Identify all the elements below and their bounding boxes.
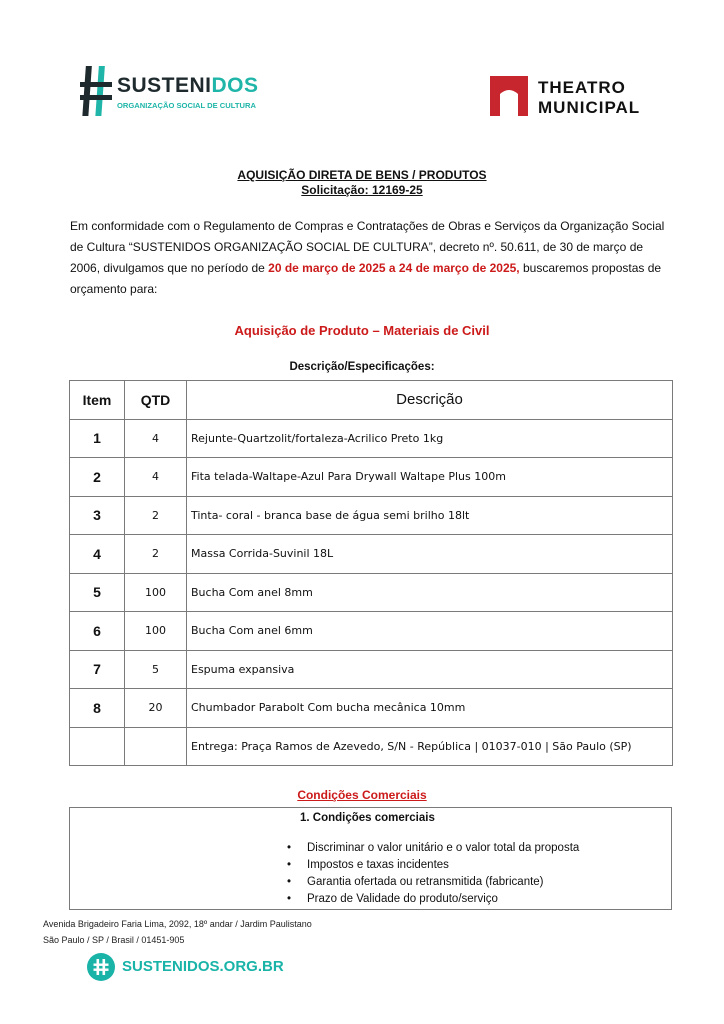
delivery-empty-cell <box>125 727 187 766</box>
row-desc: Rejunte-Quartzolit/fortaleza-Acrilico Preto 1kg <box>187 419 673 458</box>
row-qtd: 2 <box>125 496 187 535</box>
conditions-list <box>287 840 579 908</box>
list-item: • Impostos e taxas incidentes <box>287 857 579 874</box>
row-desc: Tinta- coral - branca base de água semi brilho 18lt <box>187 496 673 535</box>
spec-title: Descrição/Especificações: <box>289 361 435 373</box>
table-row <box>70 535 673 574</box>
header-item: Item <box>70 381 125 420</box>
row-qtd: 2 <box>125 535 187 574</box>
document-title: AQUISIÇÃO DIRETA DE BENS / PRODUTOS <box>237 168 487 182</box>
hash-icon <box>80 66 112 116</box>
footer-website[interactable]: SUSTENIDOS.ORG.BR <box>122 958 284 975</box>
row-item: 1 <box>70 419 125 458</box>
intro-text-2: buscaremos propostas de orçamento para: <box>70 261 662 296</box>
row-desc: Chumbador Parabolt Com bucha mecânica 10mm <box>187 689 673 728</box>
row-qtd: 4 <box>125 458 187 497</box>
row-desc: Massa Corrida-Suvinil 18L <box>187 535 673 574</box>
request-number: Solicitação: 12169-25 <box>301 183 423 197</box>
table-row <box>70 650 673 689</box>
intro-paragraph <box>70 216 670 300</box>
row-item: 2 <box>70 458 125 497</box>
table-row <box>70 458 673 497</box>
theatro-municipal-logo <box>488 72 658 120</box>
footer-address-line1: Avenida Brigadeiro Faria Lima, 2092, 18º andar / Jardim Paulistano <box>43 919 312 929</box>
bullet-icon: • <box>287 842 292 854</box>
bullet-icon: • <box>287 893 292 905</box>
svg-text:SUSTENIDOS: SUSTENIDOS <box>117 74 259 97</box>
svg-text:ORGANIZAÇÃO SOCIAL DE CULTURA: ORGANIZAÇÃO SOCIAL DE CULTURA <box>117 101 256 110</box>
row-qtd: 100 <box>125 573 187 612</box>
row-desc: Fita telada-Waltape-Azul Para Drywall Waltape Plus 100m <box>187 458 673 497</box>
row-qtd: 100 <box>125 612 187 651</box>
hash-circle-icon <box>86 952 116 982</box>
row-desc: Bucha Com anel 8mm <box>187 573 673 612</box>
row-item: 7 <box>70 650 125 689</box>
intro-period: 20 de março de 2025 a 24 de março de 2025, <box>268 261 520 275</box>
sustenidos-logo <box>80 64 260 118</box>
bullet-icon: • <box>287 859 292 871</box>
bullet-icon: • <box>287 876 292 888</box>
row-qtd: 4 <box>125 419 187 458</box>
svg-text:MUNICIPAL: MUNICIPAL <box>538 98 641 117</box>
svg-text:THEATRO: THEATRO <box>538 78 626 97</box>
row-item: 5 <box>70 573 125 612</box>
table-row <box>70 612 673 651</box>
header-qtd: QTD <box>125 381 187 420</box>
product-title: Aquisição de Produto – Materiais de Civil <box>234 323 490 338</box>
items-table <box>69 380 673 766</box>
row-desc: Espuma expansiva <box>187 650 673 689</box>
delivery-address: Entrega: Praça Ramos de Azevedo, S/N - República | 01037-010 | São Paulo (SP) <box>187 727 673 766</box>
header-desc: Descrição <box>187 381 673 420</box>
table-row <box>70 573 673 612</box>
row-item: 6 <box>70 612 125 651</box>
delivery-row <box>70 727 673 766</box>
conditions-title: Condições Comerciais <box>297 788 427 802</box>
list-item: • Prazo de Validade do produto/serviço <box>287 891 579 908</box>
conditions-heading: 1. Condições comerciais <box>300 812 435 824</box>
table-header-row <box>70 381 673 420</box>
intro-text-1: Em conformidade com o Regulamento de Compras e Contratações de Obras e Serviços da Organização Social de Cultura “SUSTENIDOS ORGANIZAÇÃO SOCIAL DE CULTURA”, decreto nº. 50.611, de 30 de março de 2006, divulgamos que no período de <box>70 219 665 275</box>
list-item: • Discriminar o valor unitário e o valor total da proposta <box>287 840 579 857</box>
delivery-empty-cell <box>70 727 125 766</box>
row-qtd: 20 <box>125 689 187 728</box>
row-item: 4 <box>70 535 125 574</box>
footer-address-line2: São Paulo / SP / Brasil / 01451-905 <box>43 935 185 945</box>
row-item: 3 <box>70 496 125 535</box>
list-item: • Garantia ofertada ou retransmitida (fabricante) <box>287 874 579 891</box>
row-desc: Bucha Com anel 6mm <box>187 612 673 651</box>
row-item: 8 <box>70 689 125 728</box>
table-row <box>70 496 673 535</box>
row-qtd: 5 <box>125 650 187 689</box>
table-row <box>70 419 673 458</box>
table-row <box>70 689 673 728</box>
